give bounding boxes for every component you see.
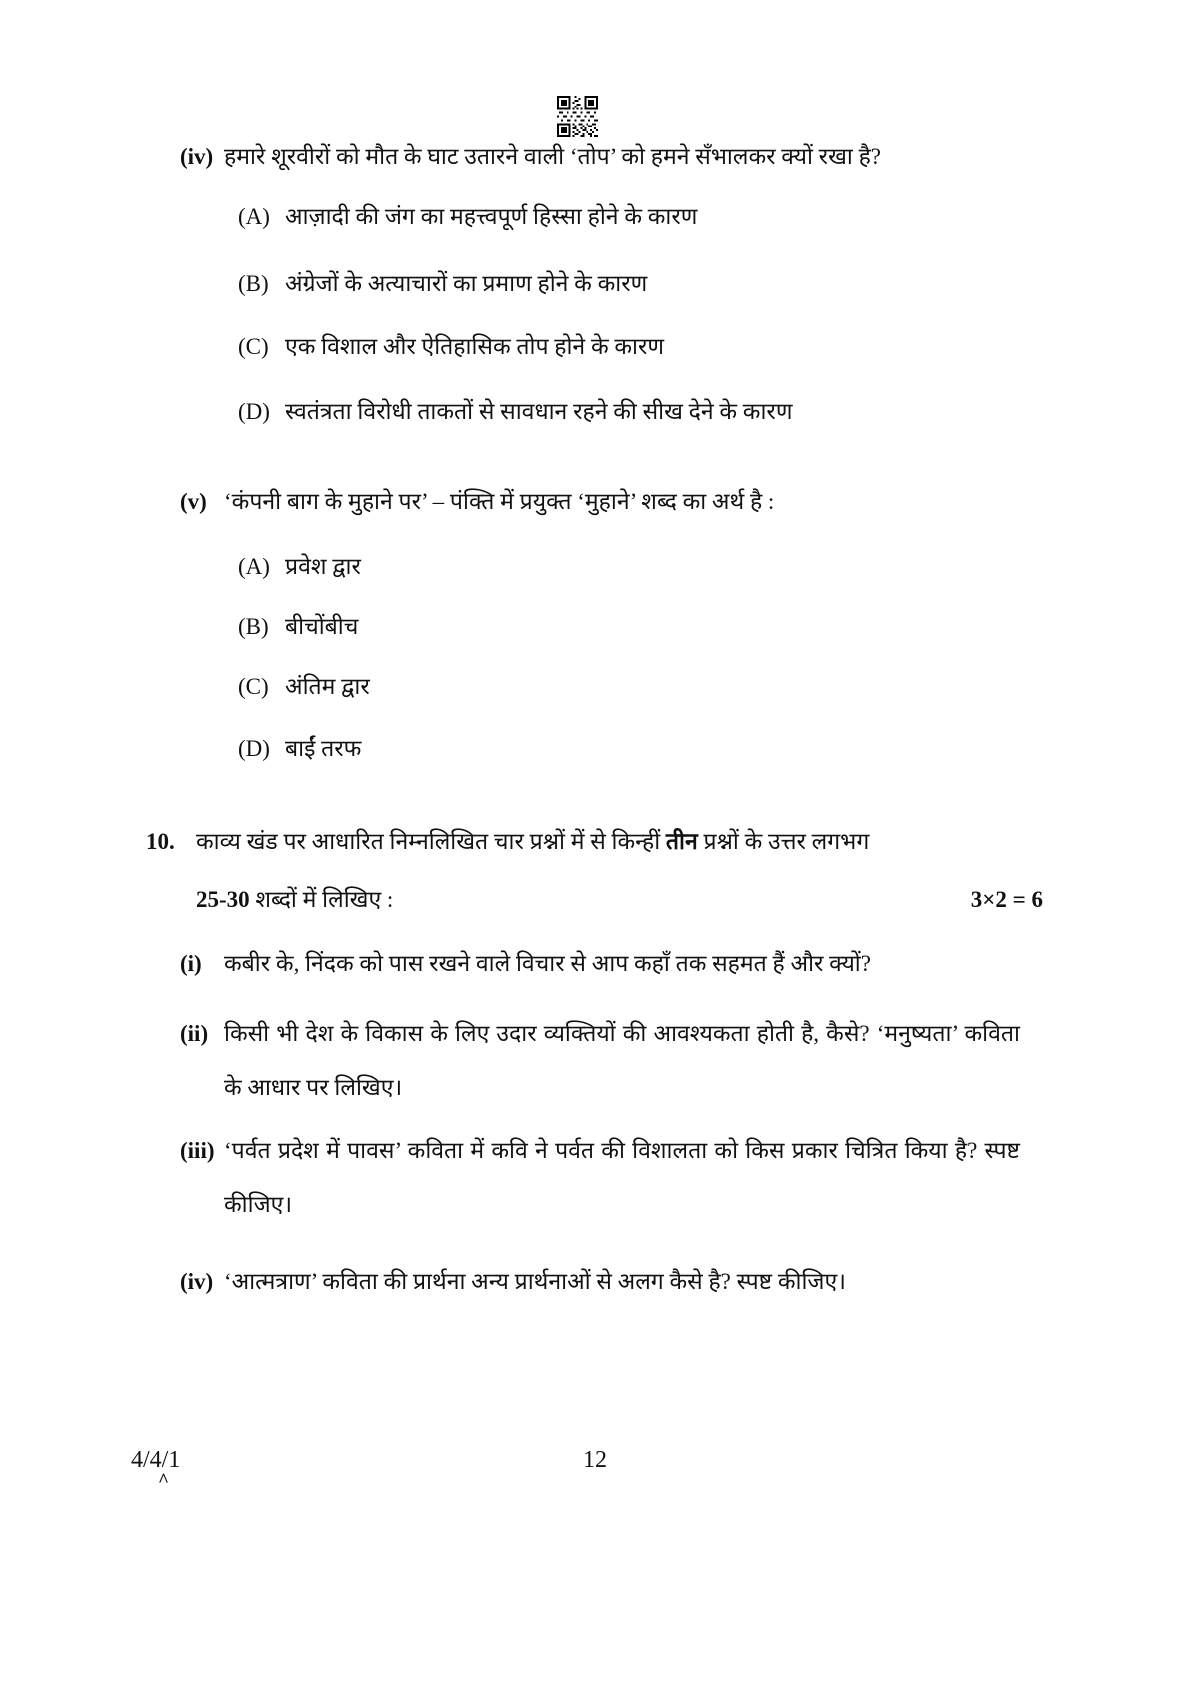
question-10-iii [180,1124,1020,1232]
question-10-iv-label: (iv) [180,1269,214,1294]
qr-code-icon [556,96,599,137]
q9-v-option-c [238,669,1018,705]
q9-iv-option-d-text: स्वतंत्रता विरोधी ताकतों से सावधान रहने की सीख देने के कारण [285,399,793,424]
question-10-i-label: (i) [180,951,202,976]
question-9-v-label: (v) [180,489,207,514]
question-9-v-text: ‘कंपनी बाग के मुहाने पर’ – पंक्ति में प्रयुक्त ‘मुहाने’ शब्द का अर्थ है : [224,489,775,514]
q10-intro-after: प्रश्नों के उत्तर लगभग [697,829,870,854]
question-9-v [180,484,1020,520]
page-number: 12 [583,1447,607,1473]
q9-iv-option-a [238,199,1018,235]
q9-iv-option-c-label: (C) [238,334,269,359]
q9-v-option-b-text: बीचोंबीच [285,614,359,639]
question-10-ii-label: (ii) [180,1021,209,1046]
question-10-intro-text [196,824,1006,860]
question-10-iii-label: (iii) [180,1138,215,1163]
q9-v-option-a [238,549,1018,585]
q9-v-option-c-label: (C) [238,674,269,699]
q9-iv-option-c [238,329,1018,365]
q9-iv-option-b-label: (B) [238,271,269,296]
question-10-i [180,946,1020,982]
q9-iv-option-a-text: आज़ादी की जंग का महत्त्वपूर्ण हिस्सा होने के कारण [285,204,698,229]
question-10-iv-text: ‘आत्मत्राण’ कविता की प्रार्थना अन्य प्रार्थनाओं से अलग कैसे है? स्पष्ट कीजिए। [224,1269,846,1294]
question-10-number: 10. [146,829,175,854]
q9-iv-option-a-label: (A) [238,204,270,229]
q9-iv-option-d-label: (D) [238,399,270,424]
q9-v-option-c-text: अंतिम द्वार [285,674,370,699]
q10-intro-before: काव्य खंड पर आधारित निम्नलिखित चार प्रश्नों में से किन्हीं [196,829,666,854]
question-9-iv [180,139,1020,175]
question-9-iv-text: हमारे शूरवीरों को मौत के घाट उतारने वाली ‘तोप’ को हमने सँभालकर क्यों रखा है? [224,144,882,169]
q9-iv-option-c-text: एक विशाल और ऐतिहासिक तोप होने के कारण [285,334,665,359]
question-10-intro [146,824,1006,860]
question-10-line2 [196,882,1043,918]
caret-mark: ^ [158,1470,170,1491]
q9-iv-option-b-text: अंग्रेजों के अत्याचारों का प्रमाण होने के कारण [285,271,648,296]
q10-word-limit-rest: शब्दों में लिखिए : [249,887,394,912]
q9-v-option-a-text: प्रवेश द्वार [285,554,361,579]
question-10-ii-text: किसी भी देश के विकास के लिए उदार व्यक्तियों की आवश्यकता होती है, कैसे? ‘मनुष्यता’ कविता के आधार पर लिखिए। [224,1021,1020,1100]
q9-v-option-d [238,731,1018,767]
q9-v-option-a-label: (A) [238,554,270,579]
q10-word-limit [196,882,393,918]
q10-intro-bold: तीन [665,829,698,854]
question-10-i-text: कबीर के, निंदक को पास रखने वाले विचार से आप कहाँ तक सहमत हैं और क्यों? [224,951,871,976]
question-9-iv-label: (iv) [180,144,214,169]
q10-word-limit-range: 25-30 [196,887,250,912]
question-10-iv [180,1264,1020,1300]
q9-v-option-d-text: बाईं तरफ [285,736,362,761]
q9-iv-option-d [238,394,1018,430]
q9-v-option-b-label: (B) [238,614,269,639]
paper-code: 4/4/1 [131,1447,181,1473]
question-10-ii [180,1007,1020,1115]
q9-v-option-b [238,609,1018,645]
q9-v-option-d-label: (D) [238,736,270,761]
q9-iv-option-b [238,266,1018,302]
q10-marks: 3×2 = 6 [970,887,1043,912]
question-10-iii-text: ‘पर्वत प्रदेश में पावस’ कविता में कवि ने पर्वत की विशालता को किस प्रकार चित्रित किया है? स्पष्ट कीजिए। [224,1138,1020,1217]
